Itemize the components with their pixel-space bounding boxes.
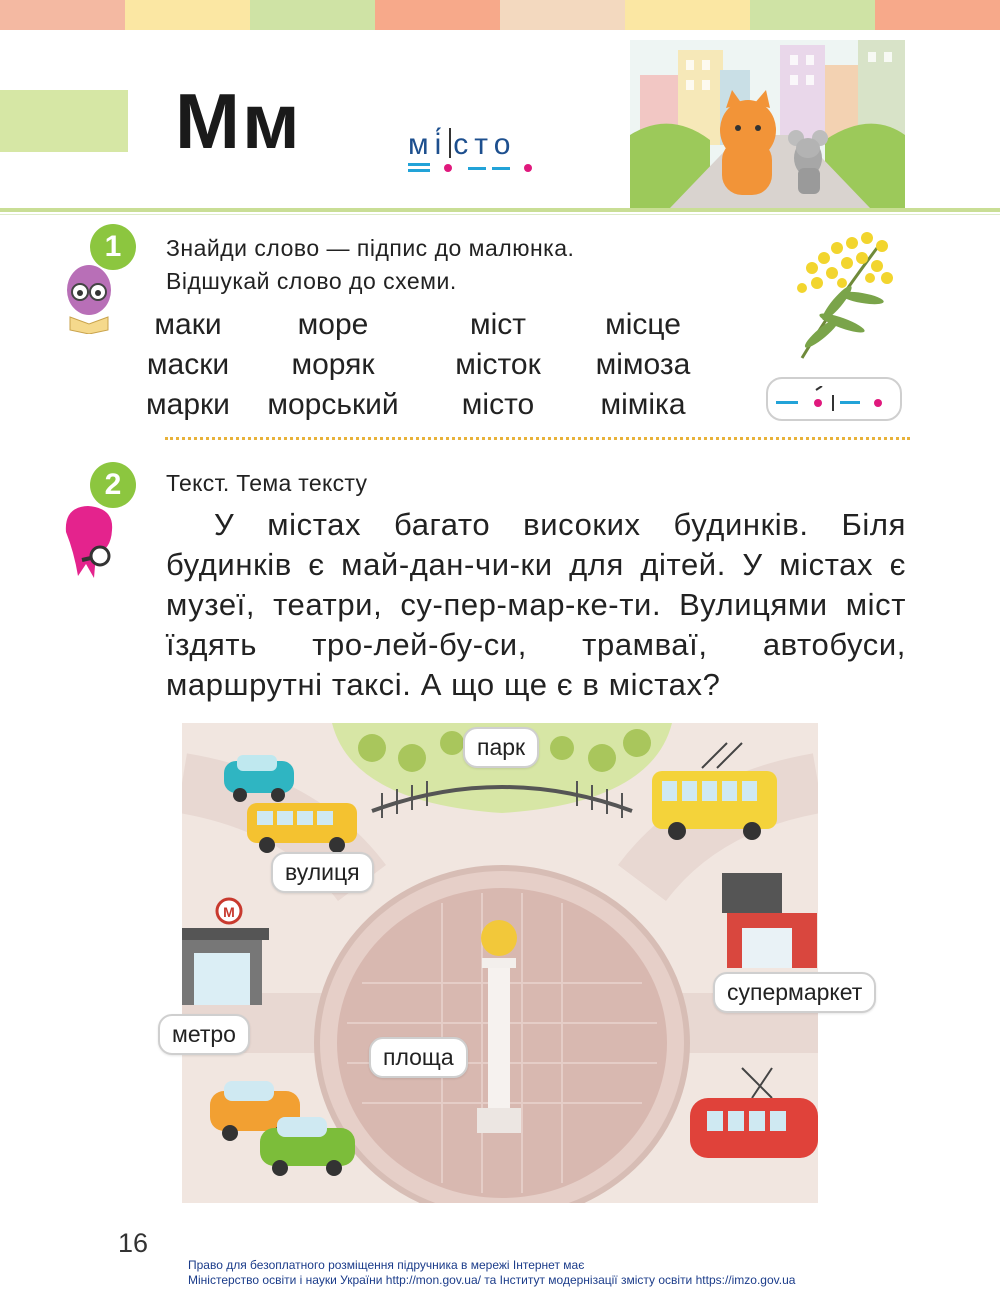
paragraph-text: У містах багато високих будинків. Біля будинків є май-дан-чи-ки для дітей. У містах є музеї, театри, су-пер-мар-ке-ти. Вулицями міст їздять тро-лей-бу-си, трамваї, автобуси, маршрутні таксі. А що ще є в містах?	[166, 507, 906, 702]
word-item: морський	[267, 388, 399, 421]
word-item: маки	[154, 308, 222, 341]
footer-line1: Право для безоплатного розміщення підручника в мережі Інтернет має	[188, 1258, 585, 1272]
task-number-badge: 2	[90, 462, 136, 508]
syllable-divider	[449, 128, 451, 158]
task1-line1: Знайди слово — підпис до малюнка.	[166, 235, 575, 261]
word-item: місто	[461, 388, 535, 421]
city-map-illustration	[182, 723, 818, 1203]
top-color-strip	[0, 0, 1000, 30]
header-green-bar	[0, 90, 128, 152]
strip-segment	[0, 0, 125, 30]
header-word	[408, 128, 516, 162]
word-item: маски	[146, 348, 230, 381]
strip-segment	[625, 0, 750, 30]
word-item: міст	[469, 308, 527, 341]
task2-heading: Текст. Тема тексту	[166, 470, 368, 496]
word-grid	[128, 305, 748, 425]
copyright-footer	[188, 1258, 795, 1288]
city-cat-mouse-illustration	[630, 40, 905, 208]
metro-sign-letter: М	[223, 904, 235, 920]
strip-segment	[500, 0, 625, 30]
word-item: мімоза	[595, 348, 691, 381]
word-item: місток	[455, 348, 541, 381]
task2-paragraph	[166, 505, 906, 705]
strip-segment	[875, 0, 1000, 30]
strip-segment	[375, 0, 500, 30]
mimosa-illustration	[782, 228, 902, 363]
header-divider	[0, 208, 1000, 212]
label-park: парк	[463, 727, 539, 768]
strip-segment	[750, 0, 875, 30]
word-item: міміка	[600, 388, 686, 421]
word-item: марки	[146, 388, 230, 421]
task-number-badge: 1	[90, 224, 136, 270]
label-square: площа	[369, 1037, 468, 1078]
strip-segment	[125, 0, 250, 30]
strip-segment	[250, 0, 375, 30]
header-divider-thin	[0, 214, 1000, 215]
task1-line2: Відшукай слово до схеми.	[166, 268, 457, 294]
magnifier-character-icon	[56, 502, 122, 580]
task1-instructions	[166, 232, 574, 298]
word-item: море	[297, 308, 369, 341]
word-part-1: мі́	[408, 128, 448, 161]
letter-heading: Мм	[175, 77, 302, 165]
word-item: місце	[605, 308, 681, 341]
page-number: 16	[118, 1228, 149, 1258]
label-supermarket: супермаркет	[713, 972, 876, 1013]
word-part-2: сто	[453, 128, 517, 161]
word-item: моряк	[291, 348, 375, 381]
section-dotted-divider	[165, 437, 910, 440]
header-sound-schema	[404, 160, 534, 176]
label-street: вулиця	[271, 852, 374, 893]
label-metro: метро	[158, 1014, 250, 1055]
reading-character-icon	[62, 262, 117, 334]
footer-line2: Міністерство освіти і науки України http://mon.gov.ua/ та Інститут модернізації змісту освіти https://imzo.gov.ua	[188, 1273, 796, 1287]
word-schema	[770, 386, 894, 412]
